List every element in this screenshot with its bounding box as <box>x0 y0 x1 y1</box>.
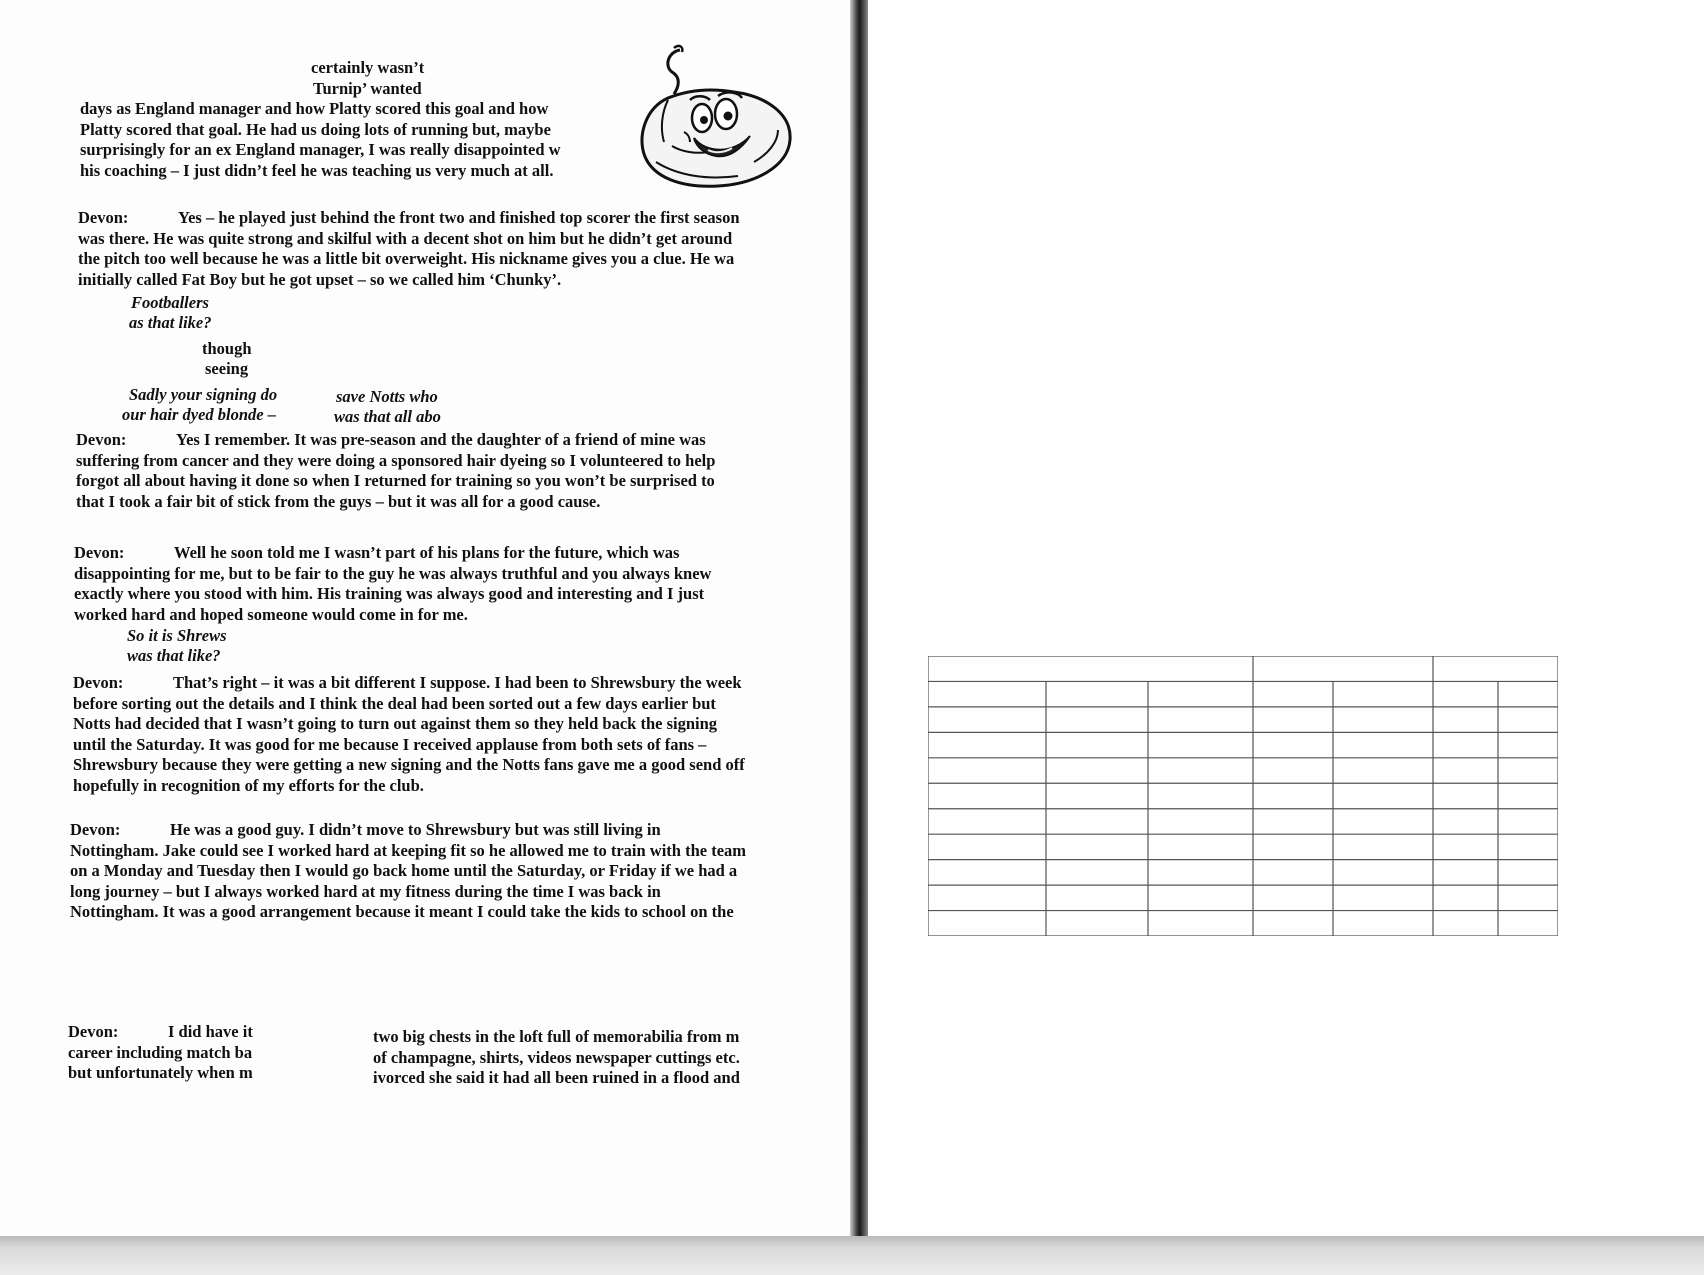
text-line: that I took a fair bit of stick from the guys – but it was all for a good cause. <box>76 491 601 511</box>
question-2-right-1: save Notts who <box>336 387 438 406</box>
text-line: the pitch too well because he was a little bit overweight. His nickname gives you a clue. He wa <box>78 249 735 268</box>
table-grid <box>928 656 1558 936</box>
question-3-line-2: was that like? <box>127 646 221 665</box>
text-line: two big chests in the loft full of memorabilia from m <box>373 1027 740 1046</box>
question-1-line-1: Footballers <box>131 293 209 312</box>
question-2-right-2: was that all abo <box>334 407 441 426</box>
text-line: Yes I remember. It was pre-season and the daughter of a friend of mine was <box>176 430 706 449</box>
speaker-label: Devon: <box>74 543 125 562</box>
answer-6-right <box>373 1027 740 1089</box>
text-line: Yes – he played just behind the front two and finished top scorer the first season <box>178 208 740 227</box>
text-line: suffering from cancer and they were doing a sponsored hair dyeing so I volunteered to help <box>76 450 716 470</box>
speaker-label: Devon: <box>76 430 127 449</box>
intro-fragment-1: certainly wasn’t <box>311 58 425 77</box>
text-line: Well he soon told me I wasn’t part of his plans for the future, which was <box>174 543 680 562</box>
answer-1 <box>78 208 740 290</box>
answer-3 <box>74 543 711 625</box>
speaker-label: Devon: <box>78 208 129 227</box>
text-line: Platty scored that goal. He had us doing lots of running but, maybe <box>80 119 551 139</box>
text-line: Notts had decided that I wasn’t going to turn out against them so they held back the signing <box>73 714 718 733</box>
answer-4 <box>73 673 745 796</box>
text-line: I did have it <box>168 1022 253 1041</box>
text-line: He was a good guy. I didn’t move to Shrewsbury but was still living in <box>170 820 661 839</box>
faded-stats-table <box>928 656 1558 936</box>
speaker-label: Devon: <box>68 1022 119 1041</box>
intro-paragraph <box>80 99 561 181</box>
text-line: disappointing for me, but to be fair to the guy he was always truthful and you always knew <box>74 563 712 583</box>
turnip-mascot-illustration <box>638 42 796 192</box>
intro-fragment-2: Turnip’ wanted <box>313 79 422 98</box>
speaker-label: Devon: <box>70 820 121 839</box>
text-line: on a Monday and Tuesday then I would go back home until the Saturday, or Friday if we had a <box>70 861 738 880</box>
text-line: surprisingly for an ex England manager, I was really disappointed w <box>80 140 561 159</box>
answer-2 <box>76 430 715 512</box>
left-page <box>0 0 850 1242</box>
text-line: Shrewsbury because they were getting a new signing and the Notts fans gave me a good send off <box>73 755 745 774</box>
text-line: initially called Fat Boy but he got upset – so we called him ‘Chunky’. <box>78 269 562 289</box>
question-1-line-2: as that like? <box>129 313 212 332</box>
text-line: ivorced she said it had all been ruined in a flood and <box>373 1068 740 1087</box>
fragment-line-1: though <box>202 339 252 358</box>
fragment-line-2: seeing <box>205 359 249 378</box>
page-bottom-edge <box>0 1236 1704 1275</box>
text-line: hopefully in recognition of my efforts for the club. <box>73 775 424 795</box>
text-line: worked hard and hoped someone would come in for me. <box>74 604 468 624</box>
text-line: forgot all about having it done so when I returned for training so you won’t be surprised to <box>76 471 715 490</box>
text-line: before sorting out the details and I think the deal had been sorted out a few days earlier but <box>73 693 716 713</box>
question-3-line-1: So it is Shrews <box>127 626 227 645</box>
text-line: career including match ba <box>68 1042 253 1062</box>
right-page <box>868 0 1704 1242</box>
answer-5 <box>70 820 746 923</box>
text-line: long journey – but I always worked hard at my fitness during the time I was back in <box>70 881 661 901</box>
question-2-left-2: our hair dyed blonde – <box>122 405 277 424</box>
text-line: Nottingham. Jake could see I worked hard at keeping fit so he allowed me to train with the team <box>70 840 747 860</box>
answer-6-left <box>68 1022 253 1084</box>
speaker-label: Devon: <box>73 673 124 692</box>
text-line: exactly where you stood with him. His training was always good and interesting and I just <box>74 584 705 603</box>
text-line: That’s right – it was a bit different I suppose. I had been to Shrewsbury the week <box>173 673 742 692</box>
text-line: days as England manager and how Platty scored this goal and how <box>80 99 549 118</box>
text-line: until the Saturday. It was good for me because I received applause from both sets of fans – <box>73 734 707 754</box>
question-2-left-1: Sadly your signing do <box>129 385 278 404</box>
text-line: but unfortunately when m <box>68 1063 253 1082</box>
book-spine <box>850 0 868 1275</box>
text-line: Nottingham. It was a good arrangement because it meant I could take the kids to school on the <box>70 902 734 921</box>
text-line: of champagne, shirts, videos newspaper cuttings etc. <box>373 1047 740 1067</box>
text-line: his coaching – I just didn’t feel he was teaching us very much at all. <box>80 160 554 180</box>
text-line: was there. He was quite strong and skilful with a decent shot on him but he didn’t get around <box>78 228 733 248</box>
